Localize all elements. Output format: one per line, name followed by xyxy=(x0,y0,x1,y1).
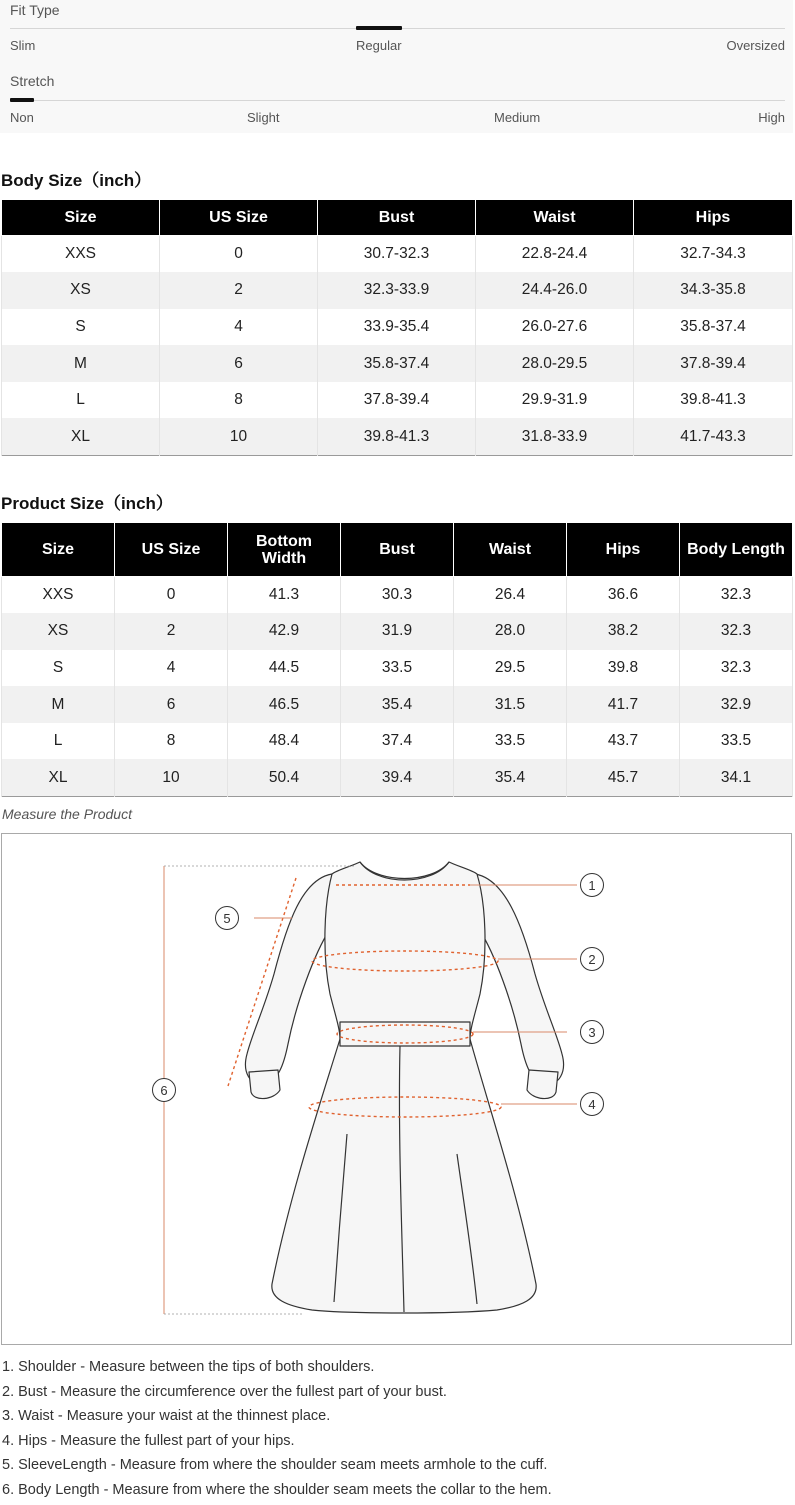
body-size-header-cell: Waist xyxy=(476,200,634,236)
marker-4 xyxy=(581,1093,604,1116)
product-size-cell: 39.8 xyxy=(567,650,680,687)
body-size-cell: 10 xyxy=(160,418,318,455)
body-size-cell: 22.8-24.4 xyxy=(476,236,634,273)
stretch-title: Stretch xyxy=(10,73,54,89)
marker-5-label: 5 xyxy=(223,911,230,926)
product-size-header-cell: US Size xyxy=(115,523,228,577)
product-size-cell: 29.5 xyxy=(454,650,567,687)
product-size-cell: 36.6 xyxy=(567,577,680,614)
marker-5 xyxy=(216,907,239,930)
instruction-shoulder: 1. Shoulder - Measure between the tips of both shoulders. xyxy=(2,1358,792,1383)
body-size-row xyxy=(2,309,793,346)
product-size-row xyxy=(2,650,793,687)
product-size-cell: 45.7 xyxy=(567,759,680,796)
body-size-row xyxy=(2,272,793,309)
body-size-cell: 0 xyxy=(160,236,318,273)
fit-type-label-regular: Regular xyxy=(356,38,402,53)
product-size-cell: 42.9 xyxy=(228,613,341,650)
measure-caption: Measure the Product xyxy=(2,806,132,822)
instruction-bust: 2. Bust - Measure the circumference over the fullest part of your bust. xyxy=(2,1383,792,1408)
measurement-instructions xyxy=(2,1358,792,1505)
body-size-row xyxy=(2,236,793,273)
body-size-cell: 33.9-35.4 xyxy=(318,309,476,346)
marker-6 xyxy=(153,1079,176,1102)
body-size-header-cell: Size xyxy=(2,200,160,236)
product-size-cell: L xyxy=(2,723,115,760)
marker-3 xyxy=(581,1021,604,1044)
product-size-cell: S xyxy=(2,650,115,687)
product-size-cell: 35.4 xyxy=(454,759,567,796)
marker-1 xyxy=(581,874,604,897)
body-size-cell: 39.8-41.3 xyxy=(318,418,476,455)
product-size-cell: 31.9 xyxy=(341,613,454,650)
body-size-cell: 37.8-39.4 xyxy=(318,382,476,419)
stretch-track xyxy=(10,100,785,101)
product-size-row xyxy=(2,723,793,760)
body-size-row xyxy=(2,382,793,419)
product-size-cell: 39.4 xyxy=(341,759,454,796)
fit-type-label-slim: Slim xyxy=(10,38,35,53)
body-size-cell: 34.3-35.8 xyxy=(634,272,793,309)
product-size-cell: 4 xyxy=(115,650,228,687)
product-size-row xyxy=(2,686,793,723)
marker-6-label: 6 xyxy=(160,1083,167,1098)
product-size-cell: 46.5 xyxy=(228,686,341,723)
product-size-cell: 32.3 xyxy=(680,650,793,687)
product-size-header-cell: Size xyxy=(2,523,115,577)
product-size-row xyxy=(2,577,793,614)
product-size-row xyxy=(2,759,793,796)
product-size-header-cell: Hips xyxy=(567,523,680,577)
body-size-cell: 28.0-29.5 xyxy=(476,345,634,382)
product-size-cell: 32.9 xyxy=(680,686,793,723)
marker-2-label: 2 xyxy=(588,952,595,967)
body-size-cell: M xyxy=(2,345,160,382)
stretch-label-medium: Medium xyxy=(494,110,540,125)
body-size-cell: 35.8-37.4 xyxy=(318,345,476,382)
product-size-header-cell: Waist xyxy=(454,523,567,577)
product-size-header-row xyxy=(2,523,793,577)
body-size-cell: XS xyxy=(2,272,160,309)
body-size-cell: 6 xyxy=(160,345,318,382)
body-size-cell: 24.4-26.0 xyxy=(476,272,634,309)
product-size-cell: 32.3 xyxy=(680,577,793,614)
product-size-row xyxy=(2,613,793,650)
product-size-cell: 33.5 xyxy=(341,650,454,687)
measurement-diagram xyxy=(1,833,792,1345)
product-size-cell: 43.7 xyxy=(567,723,680,760)
product-size-cell: 48.4 xyxy=(228,723,341,760)
fit-type-label-oversized: Oversized xyxy=(726,38,785,53)
body-size-header-cell: Hips xyxy=(634,200,793,236)
product-size-cell: 50.4 xyxy=(228,759,341,796)
body-size-cell: 32.3-33.9 xyxy=(318,272,476,309)
fit-type-selected-marker xyxy=(356,26,402,30)
stretch-selected-marker xyxy=(10,98,34,102)
body-size-cell: 26.0-27.6 xyxy=(476,309,634,346)
product-size-cell: 38.2 xyxy=(567,613,680,650)
body-size-header-cell: US Size xyxy=(160,200,318,236)
product-size-cell: 35.4 xyxy=(341,686,454,723)
product-size-cell: 26.4 xyxy=(454,577,567,614)
body-size-row xyxy=(2,418,793,455)
body-size-header-row xyxy=(2,200,793,236)
product-size-header-cell: Bust xyxy=(341,523,454,577)
product-size-cell: 41.7 xyxy=(567,686,680,723)
body-size-cell: 2 xyxy=(160,272,318,309)
stretch-label-non: Non xyxy=(10,110,34,125)
product-size-cell: XS xyxy=(2,613,115,650)
product-size-cell: 10 xyxy=(115,759,228,796)
product-size-cell: 33.5 xyxy=(454,723,567,760)
product-size-cell: 31.5 xyxy=(454,686,567,723)
body-size-cell: 32.7-34.3 xyxy=(634,236,793,273)
stretch-label-slight: Slight xyxy=(247,110,280,125)
dress-outline xyxy=(246,862,564,1313)
body-size-table xyxy=(1,199,793,456)
product-size-header-cell: Body Length xyxy=(680,523,793,577)
product-size-table xyxy=(1,522,793,797)
fit-type-title: Fit Type xyxy=(10,2,60,18)
body-size-cell: XXS xyxy=(2,236,160,273)
product-size-cell: 6 xyxy=(115,686,228,723)
fit-panel xyxy=(0,0,793,133)
product-size-cell: 2 xyxy=(115,613,228,650)
body-size-cell: 37.8-39.4 xyxy=(634,345,793,382)
product-size-cell: 32.3 xyxy=(680,613,793,650)
stretch-label-high: High xyxy=(758,110,785,125)
product-size-cell: 33.5 xyxy=(680,723,793,760)
product-size-cell: 8 xyxy=(115,723,228,760)
body-size-cell: 35.8-37.4 xyxy=(634,309,793,346)
body-size-cell: 8 xyxy=(160,382,318,419)
body-size-cell: 31.8-33.9 xyxy=(476,418,634,455)
body-size-cell: XL xyxy=(2,418,160,455)
body-size-cell: 29.9-31.9 xyxy=(476,382,634,419)
instruction-sleeve-length: 5. SleeveLength - Measure from where the shoulder seam meets armhole to the cuff. xyxy=(2,1456,792,1481)
product-size-cell: 37.4 xyxy=(341,723,454,760)
product-size-cell: XL xyxy=(2,759,115,796)
product-size-cell: M xyxy=(2,686,115,723)
product-size-cell: 0 xyxy=(115,577,228,614)
body-size-cell: 4 xyxy=(160,309,318,346)
body-size-cell: L xyxy=(2,382,160,419)
product-size-header-cell: Bottom Width xyxy=(228,523,341,577)
product-size-cell: 41.3 xyxy=(228,577,341,614)
body-size-cell: S xyxy=(2,309,160,346)
instruction-hips: 4. Hips - Measure the fullest part of your hips. xyxy=(2,1432,792,1457)
marker-2 xyxy=(581,948,604,971)
body-size-header-cell: Bust xyxy=(318,200,476,236)
body-size-cell: 41.7-43.3 xyxy=(634,418,793,455)
marker-3-label: 3 xyxy=(588,1025,595,1040)
instruction-waist: 3. Waist - Measure your waist at the thinnest place. xyxy=(2,1407,792,1432)
product-size-cell: 44.5 xyxy=(228,650,341,687)
body-size-cell: 39.8-41.3 xyxy=(634,382,793,419)
product-size-cell: 30.3 xyxy=(341,577,454,614)
body-size-row xyxy=(2,345,793,382)
instruction-body-length: 6. Body Length - Measure from where the shoulder seam meets the collar to the hem. xyxy=(2,1481,792,1505)
product-size-cell: 28.0 xyxy=(454,613,567,650)
body-size-rows xyxy=(2,236,793,456)
product-size-cell: 34.1 xyxy=(680,759,793,796)
product-size-cell: XXS xyxy=(2,577,115,614)
dress-illustration xyxy=(2,834,791,1344)
marker-4-label: 4 xyxy=(588,1097,595,1112)
marker-1-label: 1 xyxy=(588,878,595,893)
product-size-rows xyxy=(2,577,793,797)
product-size-title: Product Size（inch） xyxy=(1,489,173,514)
body-size-cell: 30.7-32.3 xyxy=(318,236,476,273)
body-size-title: Body Size（inch） xyxy=(1,166,151,191)
